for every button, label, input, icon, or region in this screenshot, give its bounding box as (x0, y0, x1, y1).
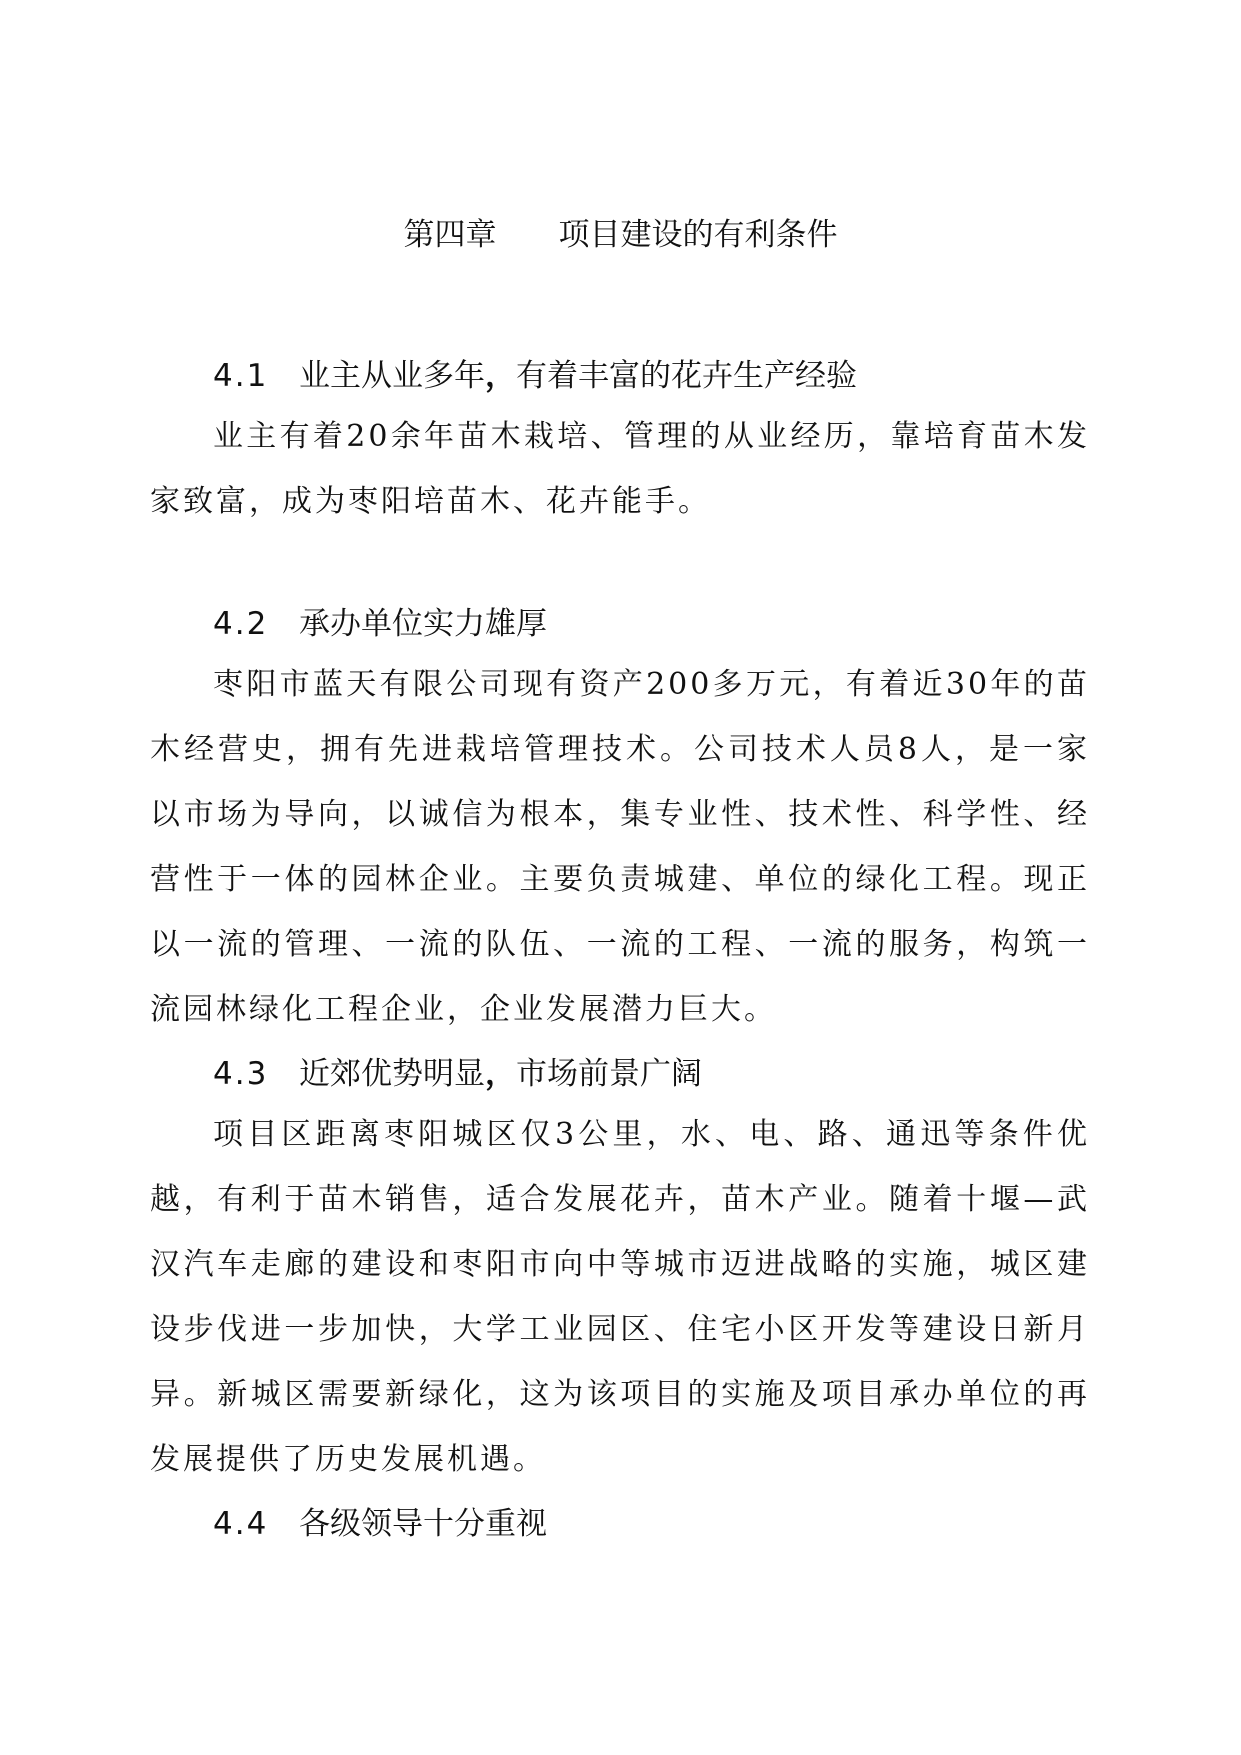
section-number: 4.3 (213, 1056, 269, 1092)
section-title-main: 近郊优势明显 (299, 1056, 485, 1092)
section-heading-4-1 (213, 353, 857, 399)
section-title-comma: ， (485, 358, 516, 394)
section-title-rest: 有着丰富的花卉生产经验 (516, 358, 857, 394)
section-paragraph-4-2: 枣阳市蓝天有限公司现有资产200多万元，有着近30年的苗木经营史，拥有先进栽培管理技术。公司技术人员8人，是一家以市场为导向，以诚信为根本，集专业性、技术性、科学性、经营性于一体的园林企业。主要负责城建、单位的绿化工程。现正以一流的管理、一流的队伍、一流的工程、一流的服务，构筑一流园林绿化工程企业，企业发展潜力巨大。 (150, 667, 1090, 1027)
section-title-comma: ， (485, 1056, 516, 1092)
section-number: 4.1 (213, 358, 269, 394)
section-heading-4-2 (213, 601, 547, 647)
section-paragraph-4-3: 项目区距离枣阳城区仅3公里，水、电、路、通迅等条件优越，有利于苗木销售，适合发展花卉，苗木产业。随着十堰—武汉汽车走廊的建设和枣阳市向中等城市迈进战略的实施，城区建设步伐进一步加快，大学工业园区、住宅小区开发等建设日新月异。新城区需要新绿化，这为该项目的实施及项目承办单位的再发展提供了历史发展机遇。 (150, 1117, 1090, 1477)
section-heading-4-4 (213, 1501, 547, 1547)
section-number: 4.2 (213, 606, 269, 642)
section-number: 4.4 (213, 1506, 269, 1542)
chapter-title: 第四章 项目建设的有利条件 (403, 217, 838, 253)
section-title-main: 承办单位实力雄厚 (299, 606, 547, 642)
section-title-main: 业主从业多年 (299, 358, 485, 394)
section-paragraph-4-1: 业主有着20余年苗木栽培、管理的从业经历，靠培育苗木发家致富，成为枣阳培苗木、花卉能手。 (150, 419, 1090, 519)
section-title-rest: 市场前景广阔 (516, 1056, 702, 1092)
section-title-main: 各级领导十分重视 (299, 1506, 547, 1542)
section-heading-4-3 (213, 1051, 702, 1097)
